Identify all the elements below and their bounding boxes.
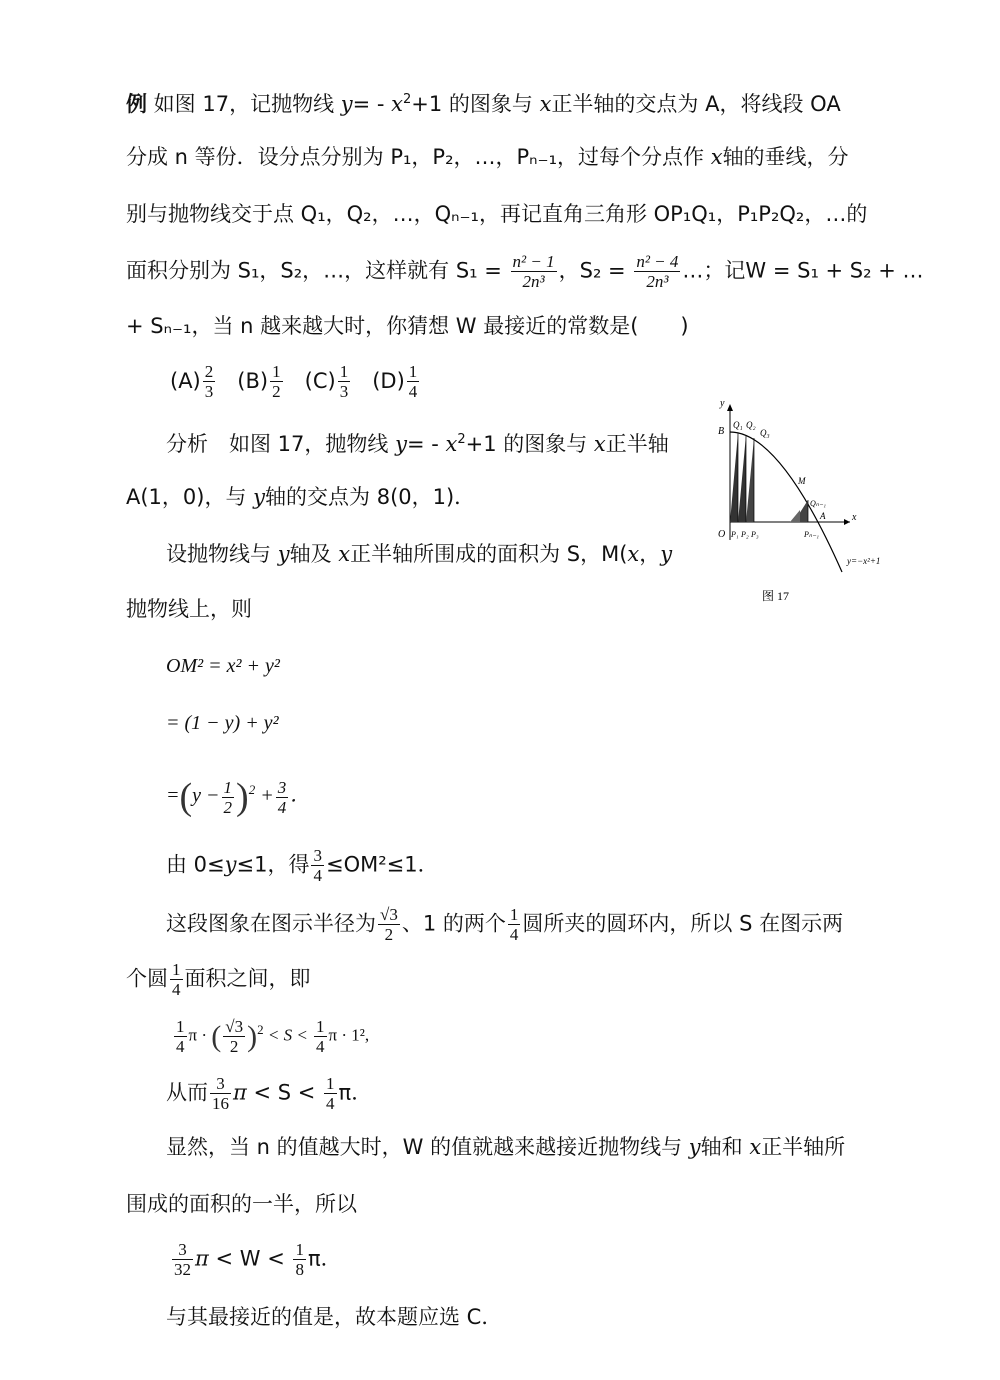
fig-label-y: y bbox=[720, 398, 725, 409]
analysis-line-4: 抛物线上，则 bbox=[126, 597, 252, 621]
equation-2: = (1 − y) + y² bbox=[166, 712, 279, 734]
fraction-s2: $\frac{\text{n² − 4}}{\text{2n³}}$ bbox=[636, 252, 679, 291]
fig-label-qn1: Qₙ₋₁ bbox=[810, 499, 826, 508]
inequality-w: $\frac{3}{32}$ π < W < $\frac{1}{8}$ π． bbox=[174, 1240, 342, 1279]
fig-label-m: M bbox=[798, 476, 806, 486]
fig-label-b: B bbox=[718, 426, 725, 437]
fig-label-o: O bbox=[718, 529, 726, 540]
fig-label-pn1: Pₙ₋₁ bbox=[804, 530, 820, 539]
problem-line-5: + Sₙ₋₁，当 n 越来越大时，你猜想 W 最接近的常数是( ) bbox=[126, 314, 689, 338]
fraction-s1: $\frac{\text{n² − 1}}{\text{2n³}}$ bbox=[512, 252, 555, 291]
option-c: (C) $\frac{1}{3}$ bbox=[304, 362, 349, 401]
option-a: (A) $\frac{2}{3}$ bbox=[170, 362, 214, 401]
analysis-line-3: 设抛物线与 y轴及 x正半轴所围成的面积为 S，M(x，y bbox=[166, 542, 673, 566]
answer-options bbox=[170, 362, 421, 401]
analysis-line-1: 分析 如图 17，抛物线 $y= - x^2+1$ 的图象与 x正半轴 bbox=[166, 432, 669, 456]
conclusion-line: 与其最接近的值是，故本题应选 C． bbox=[166, 1305, 503, 1329]
equation-1: OM² = x² + y² bbox=[166, 655, 280, 677]
analysis-line-5: 由 0≤y≤1，得 $\frac{3}{4}$ ≤OM²≤1． bbox=[166, 846, 439, 885]
option-d: (D) $\frac{1}{4}$ bbox=[372, 362, 418, 401]
fig-label-p3: P₃ bbox=[751, 530, 759, 539]
inequality-s: $\frac{1}{4}$ π · ( $\frac{√3}{2}$ )$^2$ < S < $\frac{1}{4}$ π · 1², bbox=[176, 1017, 370, 1057]
y-arrow-icon bbox=[727, 404, 733, 411]
triangle-1 bbox=[730, 433, 738, 522]
fig-curve-label: y=−x²+1 bbox=[847, 556, 881, 566]
figure-17 bbox=[700, 392, 900, 612]
fig-label-q3: Q₃ bbox=[760, 428, 770, 438]
triangle-3 bbox=[746, 438, 754, 522]
fig-label-p1: P₁ bbox=[731, 530, 739, 539]
fig-label-a: A bbox=[820, 511, 826, 521]
analysis-line-8: 从而 $\frac{3}{16}$ π < S < $\frac{1}{4}$ π． bbox=[166, 1074, 373, 1113]
fig-caption: 图 17 bbox=[762, 589, 790, 603]
equation-3: =(y − $\frac{1}{2}$ )$^2$ + $\frac{3}{4}$ ． bbox=[166, 776, 311, 819]
triangle-n-2 bbox=[790, 510, 800, 522]
problem-line-1: 例 如图 17，记抛物线 $y= - x^2+1$ 的图象与 x正半轴的交点为 A，将线段 OA bbox=[126, 92, 841, 116]
problem-line-3: 别与抛物线交于点 Q₁，Q₂，…，Qₙ₋₁，再记直角三角形 OP₁Q₁，P₁P₂Q₂，…的 bbox=[126, 202, 868, 226]
option-b: (B) $\frac{1}{2}$ bbox=[237, 362, 281, 401]
analysis-line-2: A(1，0)，与 y轴的交点为 8(0，1)． bbox=[126, 485, 476, 509]
problem-line-2: 分成 n 等份．设分点分别为 P₁，P₂，…，Pₙ₋₁，过每个分点作 x轴的垂线，分 bbox=[126, 145, 849, 169]
triangle-2 bbox=[738, 435, 746, 522]
analysis-line-10: 围成的面积的一半，所以 bbox=[126, 1192, 357, 1216]
analysis-line-6: 这段图象在图示半径为 $\frac{√3}{2}$ 、1 的两个 $\frac{1}{4}$ 圆所夹的圆环内，所以 S 在图示两 bbox=[166, 905, 844, 944]
problem-line-4: 面积分别为 S₁，S₂，…，这样就有 S₁ = $\frac{\text{n² − 1}}{\text{2n³}}$ ，S₂ = $\frac{\text{n² − 4}}{\text{2n³}}$ …；记W = S₁ + S₂ + … bbox=[126, 252, 924, 291]
example-label: 例 bbox=[126, 92, 147, 116]
analysis-line-9: 显然，当 n 的值越大时，W 的值就越来越接近抛物线与 y轴和 x正半轴所 bbox=[166, 1135, 846, 1159]
fig-label-q1: Q₁ bbox=[733, 420, 743, 430]
fig-label-x: x bbox=[852, 512, 857, 523]
fig-label-q2: Q₂ bbox=[746, 420, 756, 430]
analysis-line-7: 个圆 $\frac{1}{4}$ 面积之间，即 bbox=[126, 960, 311, 999]
x-arrow-icon bbox=[844, 519, 850, 525]
fig-label-p2: P₂ bbox=[741, 530, 749, 539]
